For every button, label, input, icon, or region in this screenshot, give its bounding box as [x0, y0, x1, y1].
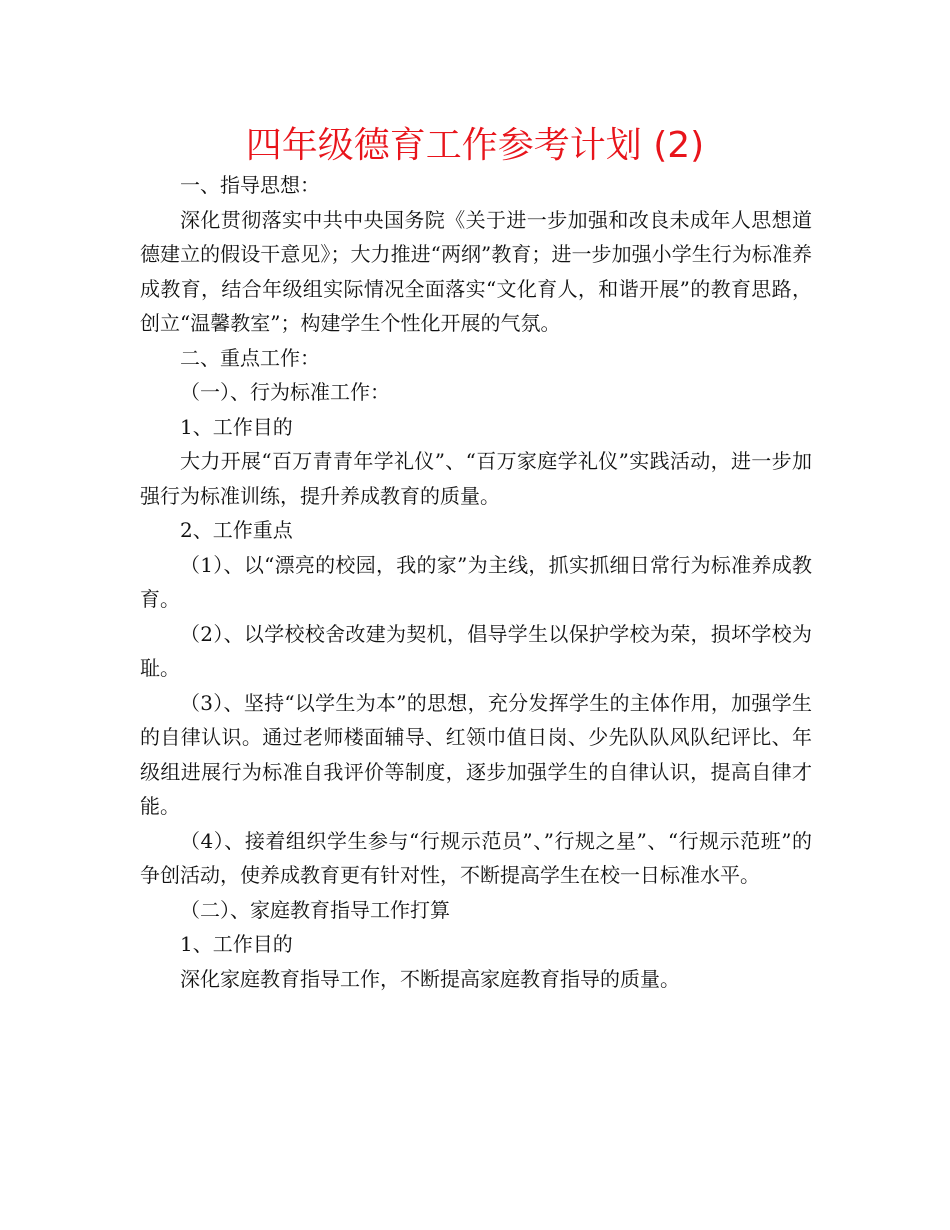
- subsection-heading-family-education: （二）、家庭教育指导工作打算: [180, 897, 450, 922]
- item-heading-work-goal-1: 1、工作目的: [180, 414, 293, 439]
- paragraph-focus-1: （1）、以“漂亮的校园，我的家”为主线，抓实抓细日常行为标准养成教育。: [140, 552, 812, 611]
- section-heading-guiding-ideology: 一、指导思想：: [180, 173, 320, 197]
- document-body: [140, 168, 812, 996]
- paragraph-focus-4: （4）、接着组织学生参与“行规示范员”、”行规之星”、“行规示范班”的争创活动，使养成教育更有针对性，不断提高学生在校一日标准水平。: [140, 828, 812, 887]
- section-heading-key-work: 二、重点工作：: [180, 345, 320, 370]
- paragraph-focus-2: （2）、以学校校舍改建为契机，倡导学生以保护学校为荣，损坏学校为耻。: [140, 621, 812, 680]
- paragraph-guiding-ideology: 深化贯彻落实中共中央国务院《关于进一步加强和改良未成年人思想道德建立的假设干意见》；大力推进“两纲”教育；进一步加强小学生行为标准养成教育，结合年级组实际情况全面落实“文化育人，和谐开展”的教育思路，创立“温馨教室”；构建学生个性化开展的气氛。: [140, 207, 812, 335]
- item-heading-work-goal-2: 1、工作目的: [180, 932, 293, 956]
- paragraph-work-goal-2: 深化家庭教育指导工作，不断提高家庭教育指导的质量。: [180, 966, 680, 991]
- paragraph-focus-3: （3）、坚持“以学生为本”的思想，充分发挥学生的主体作用，加强学生的自律认识。通过老师楼面辅导、红领巾值日岗、少先队队风队纪评比、年级组进展行为标准自我评价等制度，逐步加强学生的自律认识，提高自律才能。: [140, 690, 812, 818]
- item-heading-work-focus: 2、工作重点: [180, 518, 293, 542]
- subsection-heading-behavior-standards: （一）、行为标准工作：: [180, 380, 390, 404]
- document-title: 四年级德育工作参考计划 (2): [245, 125, 705, 166]
- paragraph-work-goal-1: 大力开展“百万青青年学礼仪”、“百万家庭学礼仪”实践活动，进一步加强行为标准训练，提升养成教育的质量。: [140, 449, 812, 508]
